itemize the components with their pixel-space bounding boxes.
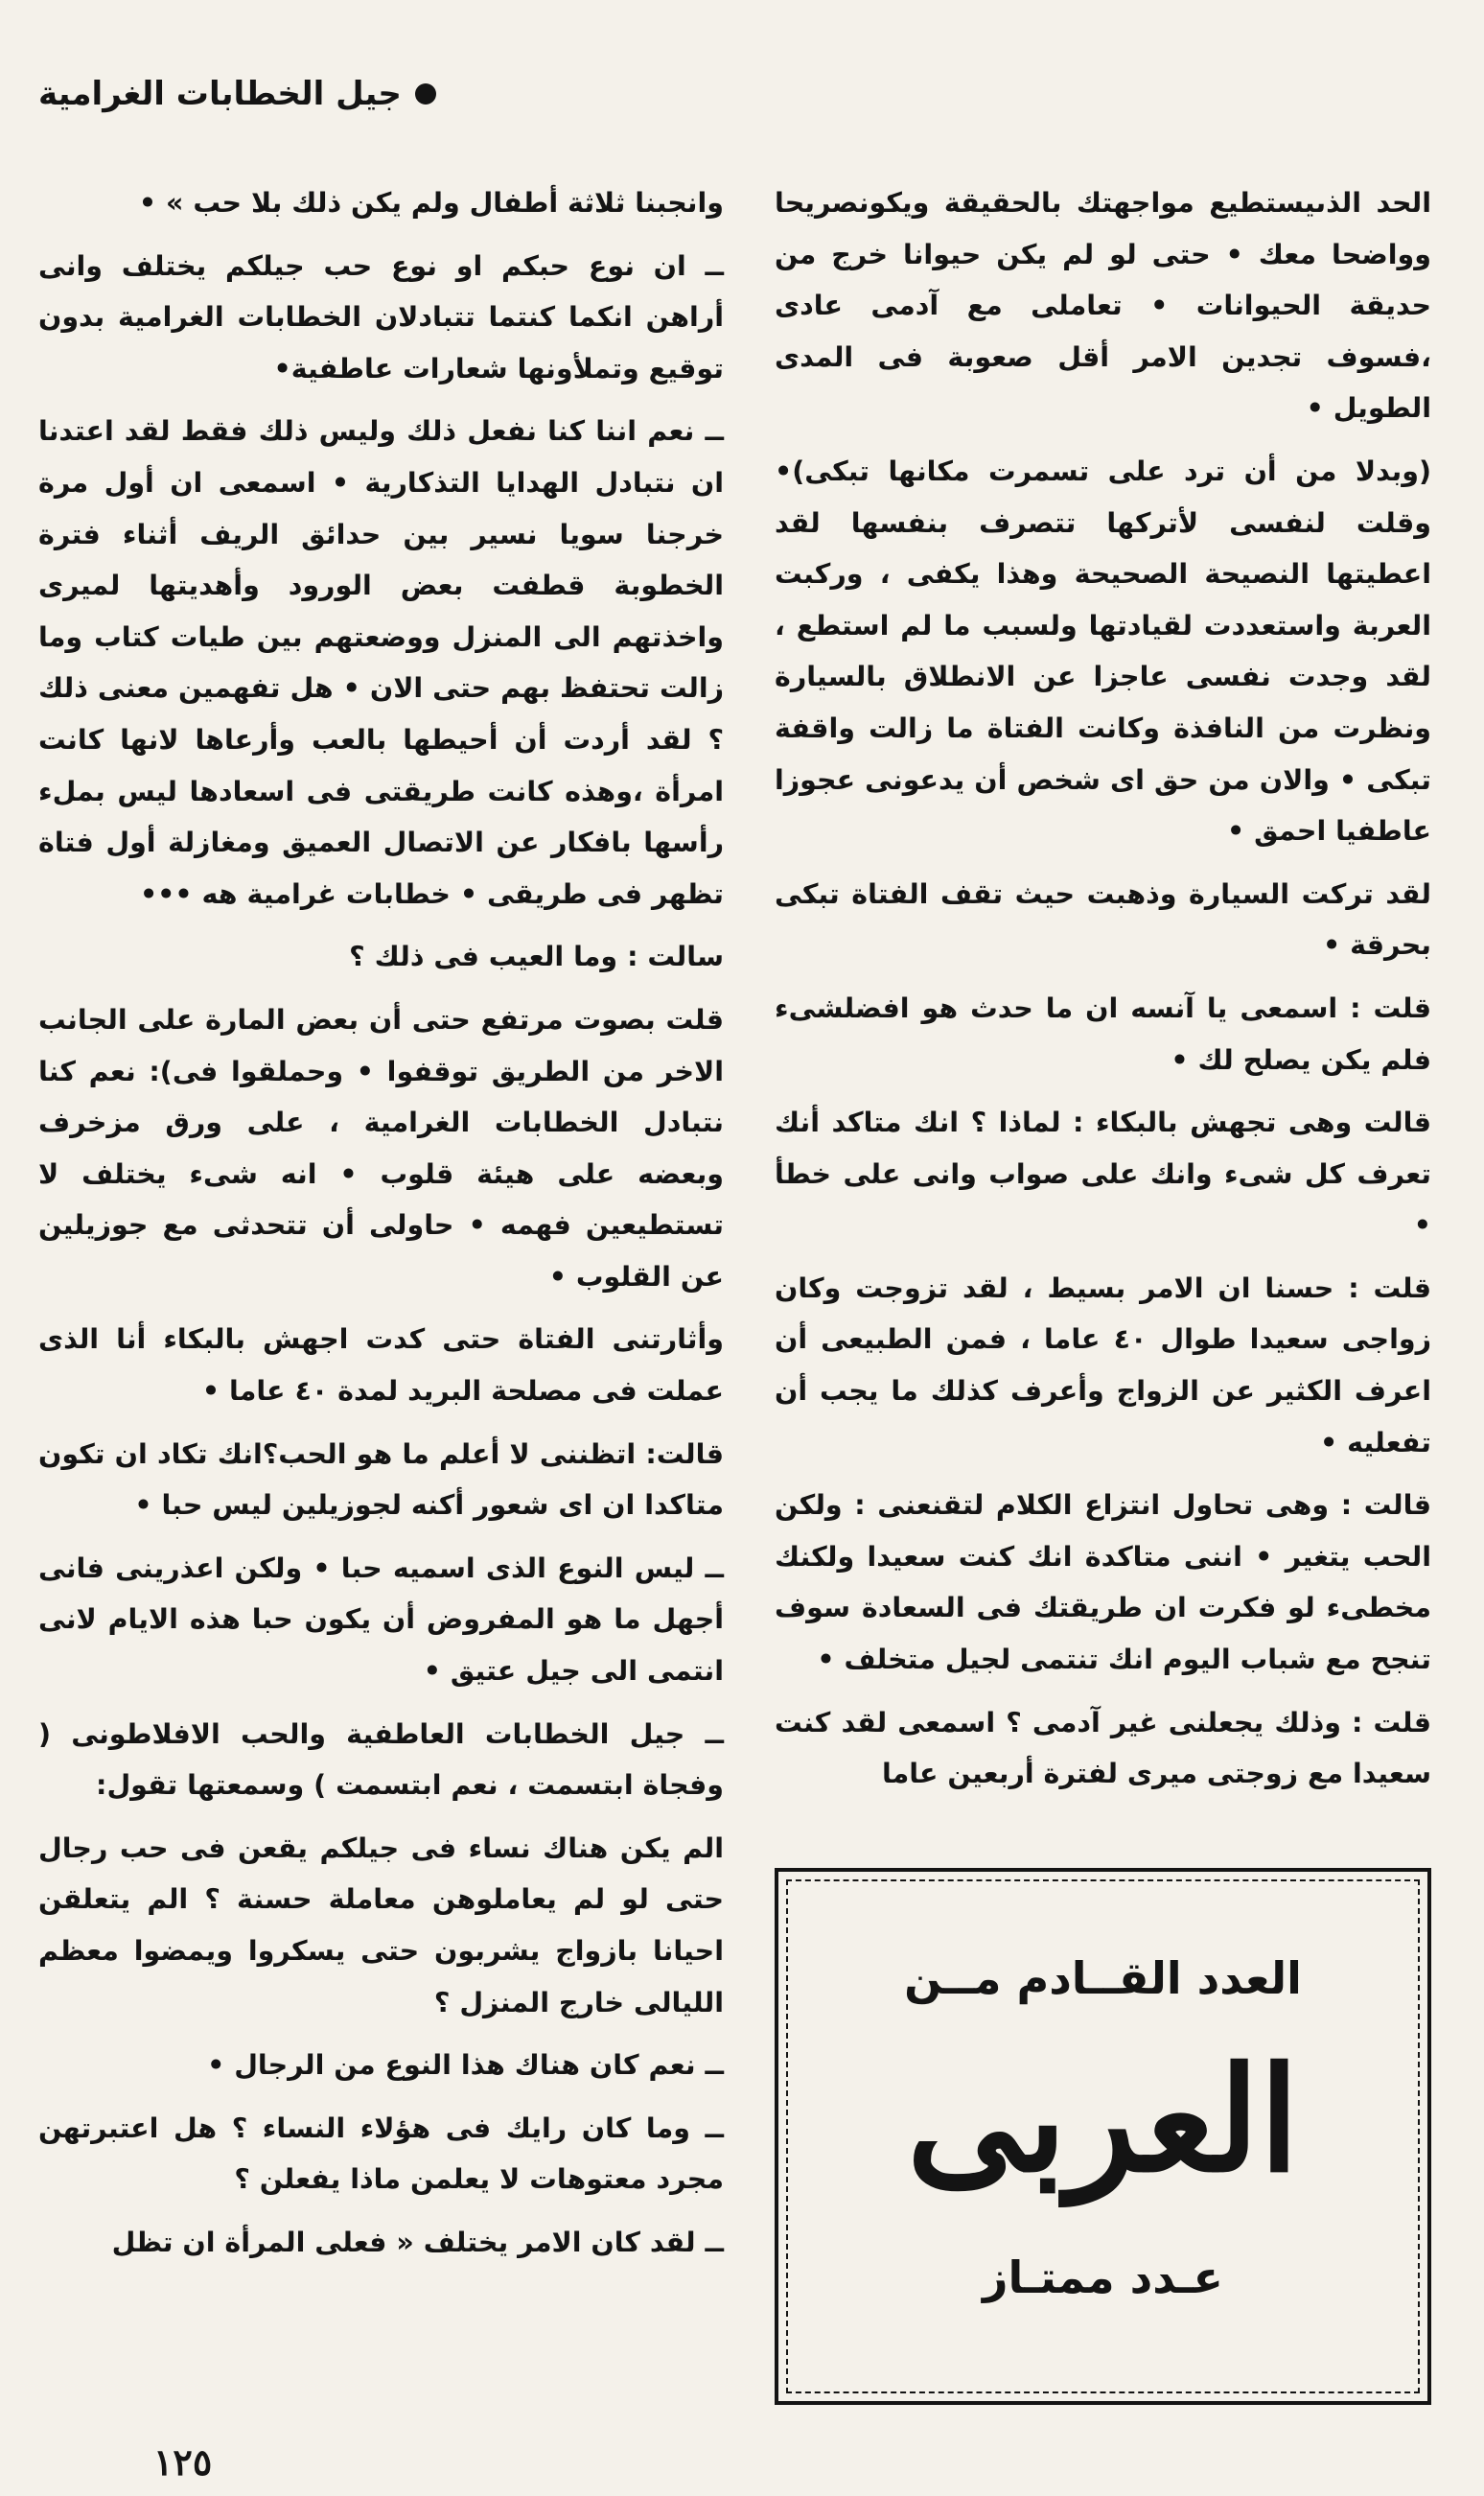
paragraph: ــ لقد كان الامر يختلف « فعلى المرأة ان تظل — [111, 2226, 724, 2258]
paragraph: قالت وهى تجهش بالبكاء : لماذا ؟ انك متاكد أنك تعرف كل شىء وانك على صواب وانى على خطأ • — [775, 1107, 1431, 1242]
paragraph: سالت : وما العيب فى ذلك ؟ — [349, 941, 724, 973]
page-number: ١٢٥ — [153, 2440, 213, 2484]
paragraph: قالت : وهى تحاول انتزاع الكلام لتقنعنى : ولكن الحب يتغير • اننى متاكدة انك كنت سعيدا ولكنك مخطىء لو فكرت ان طريقتك فى السعادة سوف تنجح مع شباب اليوم انك تنتمى لجيل متخلف • — [775, 1489, 1431, 1676]
promo-heading: العدد القــادم مــن — [904, 1952, 1302, 2004]
paragraph: ــ ان نوع حبكم او نوع حب جيلكم يختلف وانى أراهن انكما كنتما تتبادلان الخطابات الغرامية بدون توقيع وتملأونها شعارات عاطفية• — [38, 249, 724, 385]
paragraph: ــ نعم كان هناك هذا النوع من الرجال • — [207, 2049, 724, 2082]
left-column — [38, 177, 724, 2280]
paragraph: قلت : وذلك يجعلنى غير آدمى ؟ اسمعى لقد كنت سعيدا مع زوجتى ميرى لفترة أربعين عاما — [775, 1706, 1431, 1790]
article-title: جيل الخطابات الغرامية — [38, 75, 402, 113]
paragraph: وانجبنا ثلاثة أطفال ولم يكن ذلك بلا حب » • — [138, 187, 724, 219]
paragraph: (وبدلا من أن ترد على تسمرت مكانها تبكى)• وقلت لنفسى لأتركها تتصرف بنفسها لقد اعطيتها النصيحة الصحيحة وهذا يكفى ، وركبت العربة واستعددت لقيادتها ولسبب ما لم استطع ، لقد وجدت نفسى عاجزا عن الانطلاق بالسيارة ونظرت من النافذة وكانت الفتاة ما زالت واقفة تبكى • والان من حق اى شخص أن يدعونى عجوزا عاطفيا احمق • — [775, 455, 1431, 848]
paragraph: الحد الذىيستطيع مواجهتك بالحقيقة ويكونصريحا وواضحا معك • حتى لو لم يكن حيوانا خرج من حديقة الحيوانات • تعاملى مع آدمى عادى ،فسوف تجدين الامر أقل صعوبة فى المدى الطويل • — [775, 187, 1431, 425]
promo-subheading: عـدد ممتـاز — [983, 2251, 1223, 2303]
paragraph: قلت بصوت مرتفع حتى أن بعض المارة على الجانب الاخر من الطريق توقفوا • وحملقوا فى): نعم كنا نتبادل الخطابات الغرامية ، على ورق مزخرف وبعضه على هيئة قلوب • انه شىء يختلف لا تستطيعين فهمه • حاولى أن تتحدثى مع جوزيلين عن القلوب • — [38, 1003, 724, 1293]
paragraph: ــ وما كان رايك فى هؤلاء النساء ؟ هل اعتبرتهن مجرد معتوهات لا يعلمن ماذا يفعلن ؟ — [38, 2111, 724, 2196]
paragraph: ــ نعم اننا كنا نفعل ذلك وليس ذلك فقط لقد اعتدنا ان نتبادل الهدايا التذكارية • اسمعى ان أول مرة خرجنا سويا نسير بين حدائق الريف أثناء فترة الخطوبة قطفت بعض الورود وأهديتها لميرى واخذتهم الى المنزل ووضعتهم بين طيات كتاب وما زالت تحتفظ بهم حتى الان • هل تفهمين معنى ذلك ؟ لقد أردت أن أحيطها بالعب وأرعاها لانها كانت امرأة ،وهذه كانت طريقتى فى اسعادها ليس بملء رأسها بافكار عن الاتصال العميق ومغازلة أول فتاة تظهر فى طريقى • خطابات غرامية هه ••• — [38, 415, 724, 910]
paragraph: قلت : اسمعى يا آنسه ان ما حدث هو افضلشىء فلم يكن يصلح لك • — [775, 991, 1431, 1076]
paragraph: الم يكن هناك نساء فى جيلكم يقعن فى حب رجال حتى لو لم يعاملوهن معاملة حسنة ؟ الم يتعلقن احيانا بازواج يشربون حتى يسكروا ويمضوا معظم الليالى خارج المنزل ؟ — [38, 1831, 724, 2018]
paragraph: قالت: اتظننى لا أعلم ما هو الحب؟انك تكاد ان تكون متاكدا ان اى شعور أكنه لجوزيلين ليس حبا • — [38, 1437, 724, 1522]
magazine-logo: العربى — [906, 2036, 1300, 2204]
next-issue-promo-box — [775, 1868, 1431, 2405]
paragraph: ــ جيل الخطابات العاطفية والحب الافلاطونى ( وفجاة ابتسمت ، نعم ابتسمت ) وسمعتها تقول: — [38, 1717, 724, 1802]
paragraph: قلت : حسنا ان الامر بسيط ، لقد تزوجت وكان زواجى سعيدا طوال ٤٠ عاما ، فمن الطبيعى أن اعرف الكثير عن الزواج وأعرف كذلك ما يجب أن تفعليه • — [775, 1271, 1431, 1458]
paragraph: وأثارتنى الفتاة حتى كدت اجهش بالبكاء أنا الذى عملت فى مصلحة البريد لمدة ٤٠ عاما • — [38, 1323, 724, 1408]
bullet-icon — [415, 83, 436, 105]
right-column — [775, 177, 1431, 1811]
article-header — [38, 75, 436, 113]
paragraph: ــ ليس النوع الذى اسميه حبا • ولكن اعذرينى فانى أجهل ما هو المفروض أن يكون حبا هذه الايام لانى انتمى الى جيل عتيق • — [38, 1551, 724, 1688]
paragraph: لقد تركت السيارة وذهبت حيث تقف الفتاة تبكى بحرقة • — [775, 877, 1431, 962]
